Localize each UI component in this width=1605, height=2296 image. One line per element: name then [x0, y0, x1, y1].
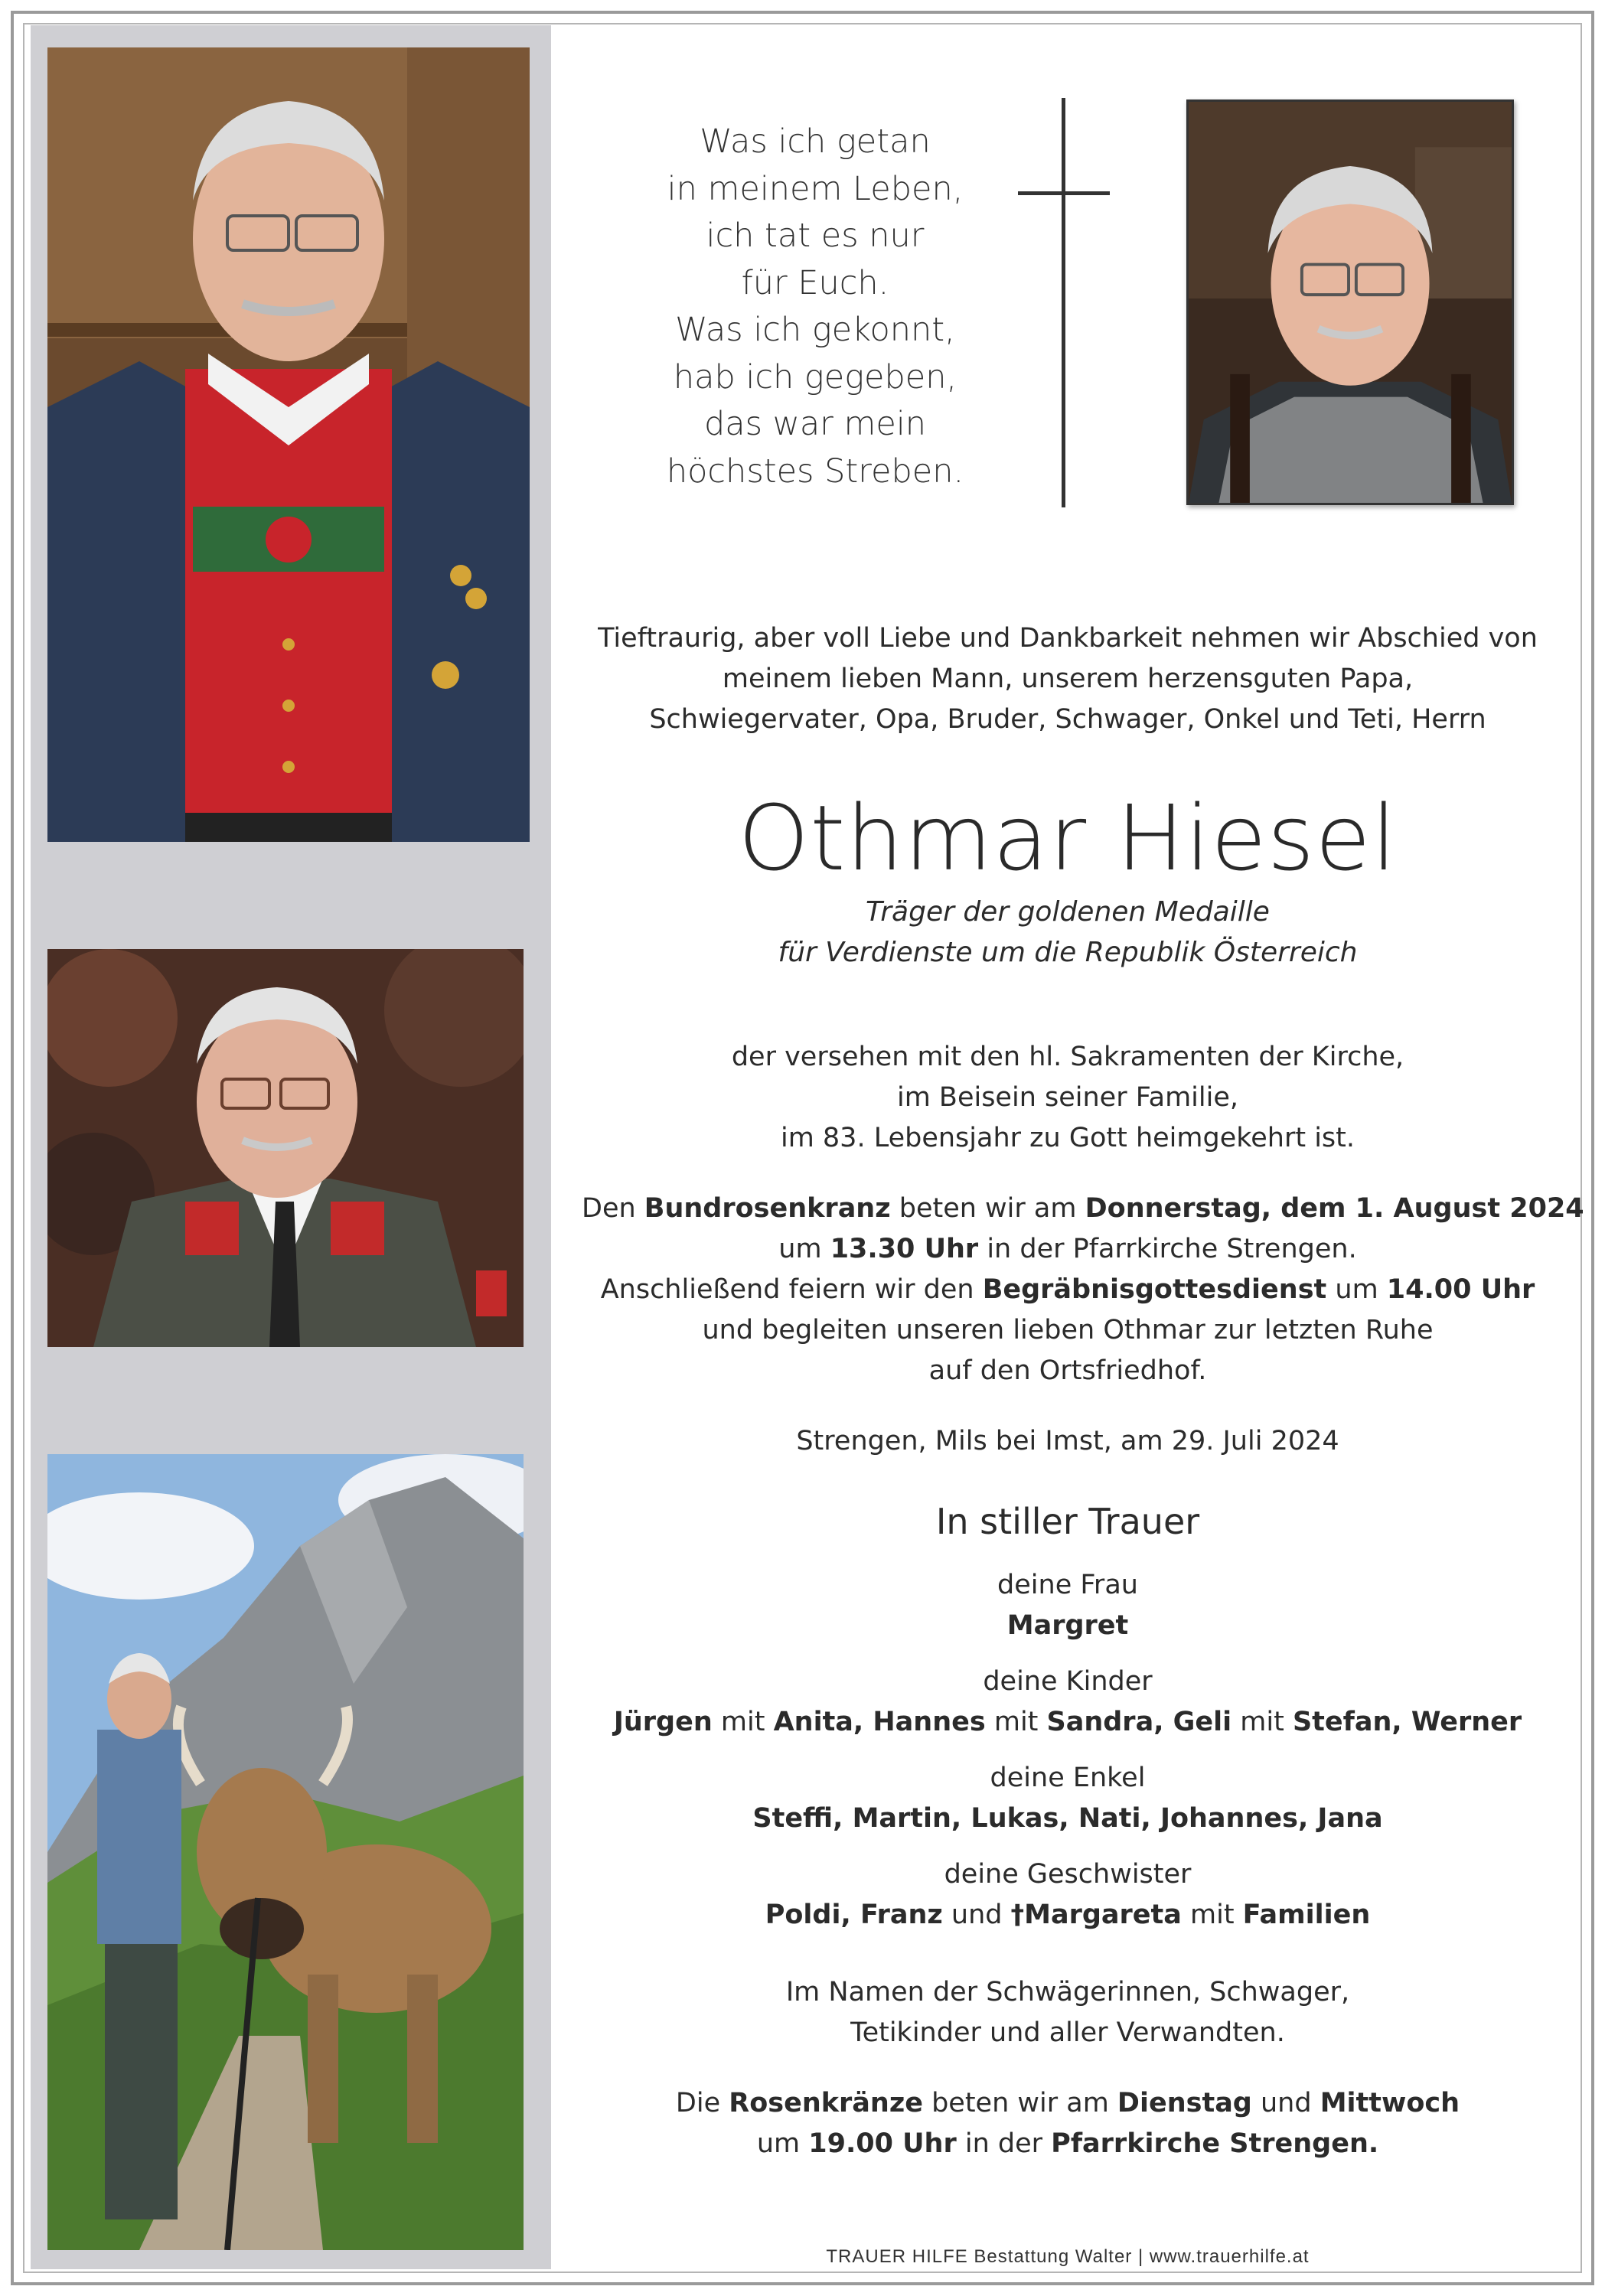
siblings-names: Poldi, Franz und †Margareta mit Familien	[765, 1900, 1371, 1930]
rosary-line: Die Rosenkränze beten wir am Dienstag und Mittwoch	[675, 2088, 1460, 2118]
closing-line: Tetikinder und aller Verwandten.	[850, 2017, 1285, 2048]
wife-name: Margret	[1006, 1610, 1129, 1641]
poem-line: ich tat es nur	[706, 217, 925, 255]
passing-line: der versehen mit den hl. Sakramenten der Kirche,	[731, 1042, 1404, 1072]
service-line: Den Bundrosenkranz beten wir am Donnerstag, dem 1. August 2024	[582, 1193, 1584, 1224]
mourning-title: In stiller Trauer	[935, 1501, 1200, 1542]
photo-traditional-costume	[47, 47, 530, 842]
intro-line: Tieftraurig, aber voll Liebe und Dankbarkeit nehmen wir Abschied von	[598, 623, 1538, 654]
service-line: um 13.30 Uhr in der Pfarrkirche Strengen.	[778, 1234, 1357, 1264]
rosary-line: um 19.00 Uhr in der Pfarrkirche Strengen.	[756, 2128, 1379, 2159]
service-line: und begleiten unseren lieben Othmar zur letzten Ruhe	[702, 1315, 1434, 1345]
poem	[612, 119, 1018, 495]
grandchildren-label: deine Enkel	[990, 1763, 1146, 1793]
poem-line: Was ich gekonnt,	[675, 311, 955, 349]
place-date: Strengen, Mils bei Imst, am 29. Juli 2024	[796, 1426, 1339, 1456]
passing-line: im Beisein seiner Familie,	[896, 1082, 1239, 1113]
poem-line: das war mein	[703, 405, 927, 443]
cross-vertical	[1062, 98, 1065, 507]
passing-line: im 83. Lebensjahr zu Gott heimgekehrt ist.	[780, 1123, 1355, 1153]
photo-uniform	[47, 949, 524, 1347]
wife-label: deine Frau	[997, 1570, 1138, 1600]
service-line: auf den Ortsfriedhof.	[928, 1355, 1207, 1386]
honor-text	[582, 892, 1554, 973]
children-label: deine Kinder	[983, 1666, 1153, 1697]
photo-mountain-cow	[47, 1454, 524, 2250]
grandchildren-names: Steffi, Martin, Lukas, Nati, Johannes, Jana	[752, 1803, 1383, 1834]
passing-text	[582, 1037, 1554, 1159]
service-text	[582, 1189, 1584, 1391]
intro-line: meinem lieben Mann, unserem herzensguten Papa,	[722, 664, 1414, 694]
poem-line: Was ich getan	[700, 122, 931, 161]
intro-text	[582, 618, 1554, 740]
children-names: Jürgen mit Anita, Hannes mit Sandra, Geli mit Stefan, Werner	[613, 1707, 1522, 1737]
service-line: Anschließend feiern wir den Begräbnisgottesdienst um 14.00 Uhr	[600, 1274, 1535, 1305]
honor-line: für Verdienste um die Republik Österreich	[778, 937, 1358, 968]
siblings-label: deine Geschwister	[944, 1859, 1192, 1890]
footer-credit: TRAUER HILFE Bestattung Walter | www.trauerhilfe.at	[826, 2246, 1310, 2267]
rosary-text	[582, 2083, 1554, 2164]
family-list	[582, 1565, 1554, 1936]
honor-line: Träger der goldenen Medaille	[866, 896, 1270, 928]
poem-line: hab ich gegeben,	[673, 357, 957, 396]
closing-line: Im Namen der Schwägerinnen, Schwager,	[785, 1977, 1350, 2007]
poem-line: für Euch.	[741, 263, 889, 302]
poem-line: höchstes Streben.	[666, 452, 964, 491]
cross-horizontal	[1018, 191, 1110, 195]
portrait-photo	[1186, 99, 1514, 505]
intro-line: Schwiegervater, Opa, Bruder, Schwager, Onkel und Teti, Herrn	[649, 704, 1486, 735]
poem-line: in meinem Leben,	[667, 169, 964, 208]
closing-text	[582, 1972, 1554, 2053]
deceased-name: Othmar Hiesel	[738, 785, 1398, 891]
